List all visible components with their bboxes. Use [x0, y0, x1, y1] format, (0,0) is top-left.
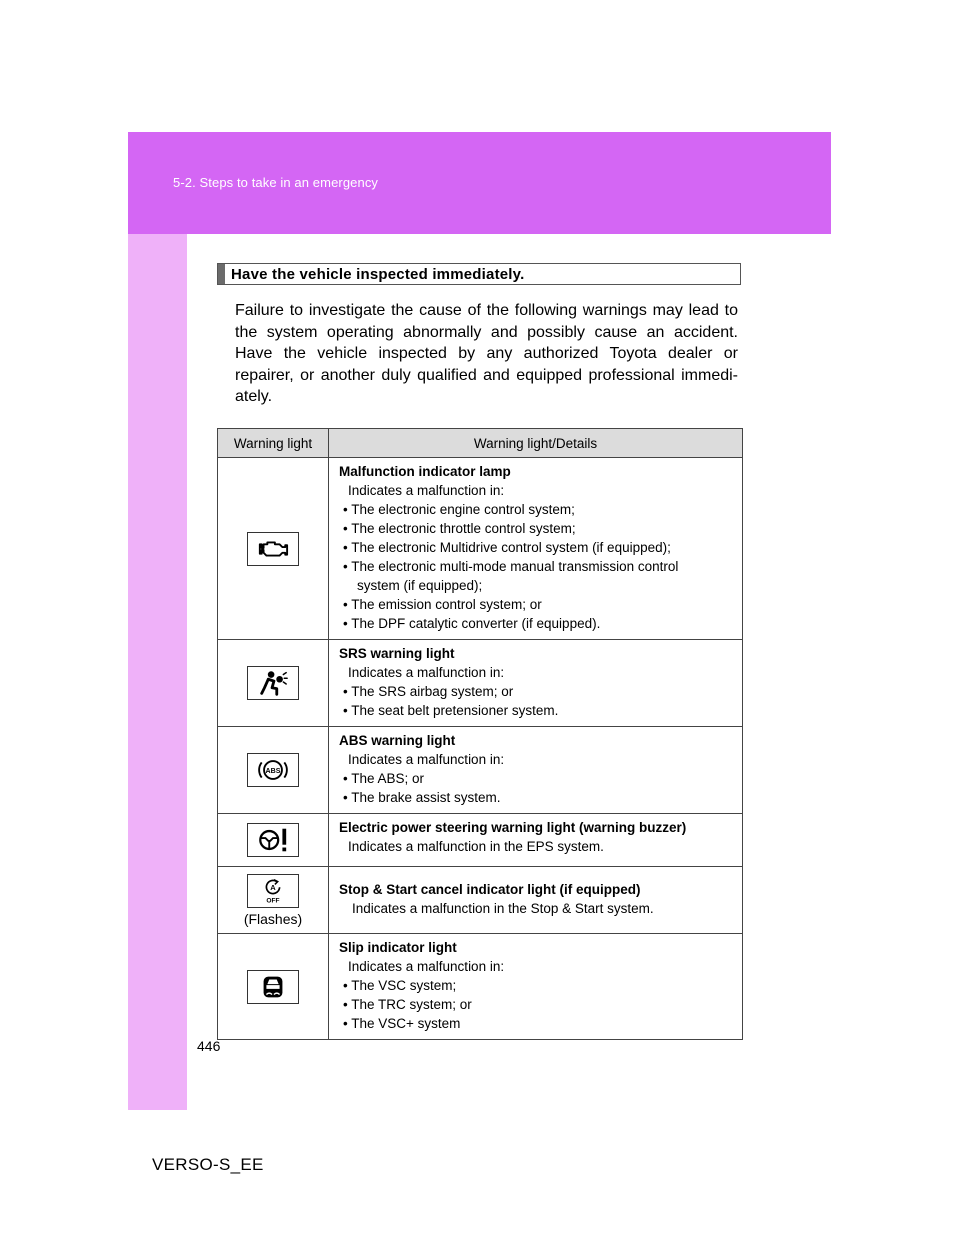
section-breadcrumb: 5-2. Steps to take in an emergency: [173, 175, 379, 190]
bullet-item: • The ABS; or: [343, 771, 425, 786]
table-header-row: [218, 429, 743, 458]
bullet-item: • The brake assist system.: [343, 790, 501, 805]
table-row: [218, 458, 743, 640]
bullet-item: • The VSC system;: [343, 978, 457, 993]
slip-indicator-icon: [247, 970, 299, 1004]
item-intro: Indicates a malfunction in:: [348, 665, 505, 680]
icon-cell: [218, 867, 329, 934]
detail-cell: [329, 727, 743, 814]
table-row: [218, 867, 743, 934]
detail-cell: [329, 458, 743, 640]
bullet-item: • The SRS airbag system; or: [343, 684, 514, 699]
table-row: [218, 640, 743, 727]
bullet-item: • The DPF catalytic converter (if equipped).: [343, 616, 601, 631]
bullet-item: • The VSC+ system: [343, 1016, 461, 1031]
detail-cell: [329, 640, 743, 727]
power-steering-icon: [247, 823, 299, 857]
icon-cell: [218, 640, 329, 727]
bullet-item: • The electronic throttle control system;: [343, 521, 576, 536]
item-intro: Indicates a malfunction in the Stop & Start system.: [352, 901, 654, 916]
item-title: SRS warning light: [339, 646, 455, 661]
side-tab: [128, 234, 187, 1110]
item-title: ABS warning light: [339, 733, 456, 748]
abs-icon: [247, 753, 299, 787]
srs-airbag-icon: [247, 666, 299, 700]
item-title: Malfunction indicator lamp: [339, 464, 511, 479]
warning-lights-table: [217, 428, 743, 1040]
item-title: Electric power steering warning light (warning buzzer): [339, 820, 687, 835]
table-row: [218, 727, 743, 814]
item-intro: Indicates a malfunction in:: [348, 483, 505, 498]
svg-text:ABS: ABS: [265, 767, 281, 775]
column-header-details: Warning light/Details: [329, 429, 743, 458]
item-intro: Indicates a malfunction in:: [348, 959, 505, 974]
detail-cell: [329, 814, 743, 867]
column-header-warning-light: Warning light: [218, 429, 329, 458]
off-label: OFF: [266, 896, 280, 904]
icon-cell: [218, 814, 329, 867]
flashes-label: (Flashes): [243, 910, 303, 927]
stop-start-off-icon: [247, 874, 299, 908]
bullet-item: • The emission control system; or: [343, 597, 542, 612]
bullet-item-continued: system (if equipped);: [357, 578, 483, 593]
icon-cell: [218, 727, 329, 814]
bullet-item: • The electronic engine control system;: [343, 502, 575, 517]
check-engine-icon: [247, 532, 299, 566]
bullet-item: • The electronic multi-mode manual transmission control: [343, 559, 679, 574]
svg-text:A: A: [270, 882, 276, 892]
heading-marker: [218, 264, 225, 284]
table-row: [218, 934, 743, 1040]
detail-cell: [329, 867, 743, 934]
detail-cell: [329, 934, 743, 1040]
bullet-item: • The electronic Multidrive control system (if equipped);: [343, 540, 671, 555]
table-row: [218, 814, 743, 867]
bullet-item: • The seat belt pretensioner system.: [343, 703, 559, 718]
item-intro: Indicates a malfunction in the EPS system.: [348, 839, 604, 854]
model-code: VERSO-S_EE: [152, 1155, 264, 1174]
icon-cell: [218, 458, 329, 640]
page-number: 446: [197, 1038, 221, 1054]
intro-paragraph: Failure to investigate the cause of the following warnings may lead to the system operating abnormally and possibly cause an accident. Have the vehicle inspected by any authorized Toyota dealer or repairer, or another duly qualified and equipped professional immedi-ately.: [235, 302, 738, 405]
icon-cell: [218, 934, 329, 1040]
bullet-item: • The TRC system; or: [343, 997, 472, 1012]
section-heading: [217, 263, 741, 285]
item-title: Slip indicator light: [339, 940, 457, 955]
item-title: Stop & Start cancel indicator light (if equipped): [339, 882, 641, 897]
heading-text: Have the vehicle inspected immediately.: [231, 266, 525, 283]
item-intro: Indicates a malfunction in:: [348, 752, 505, 767]
